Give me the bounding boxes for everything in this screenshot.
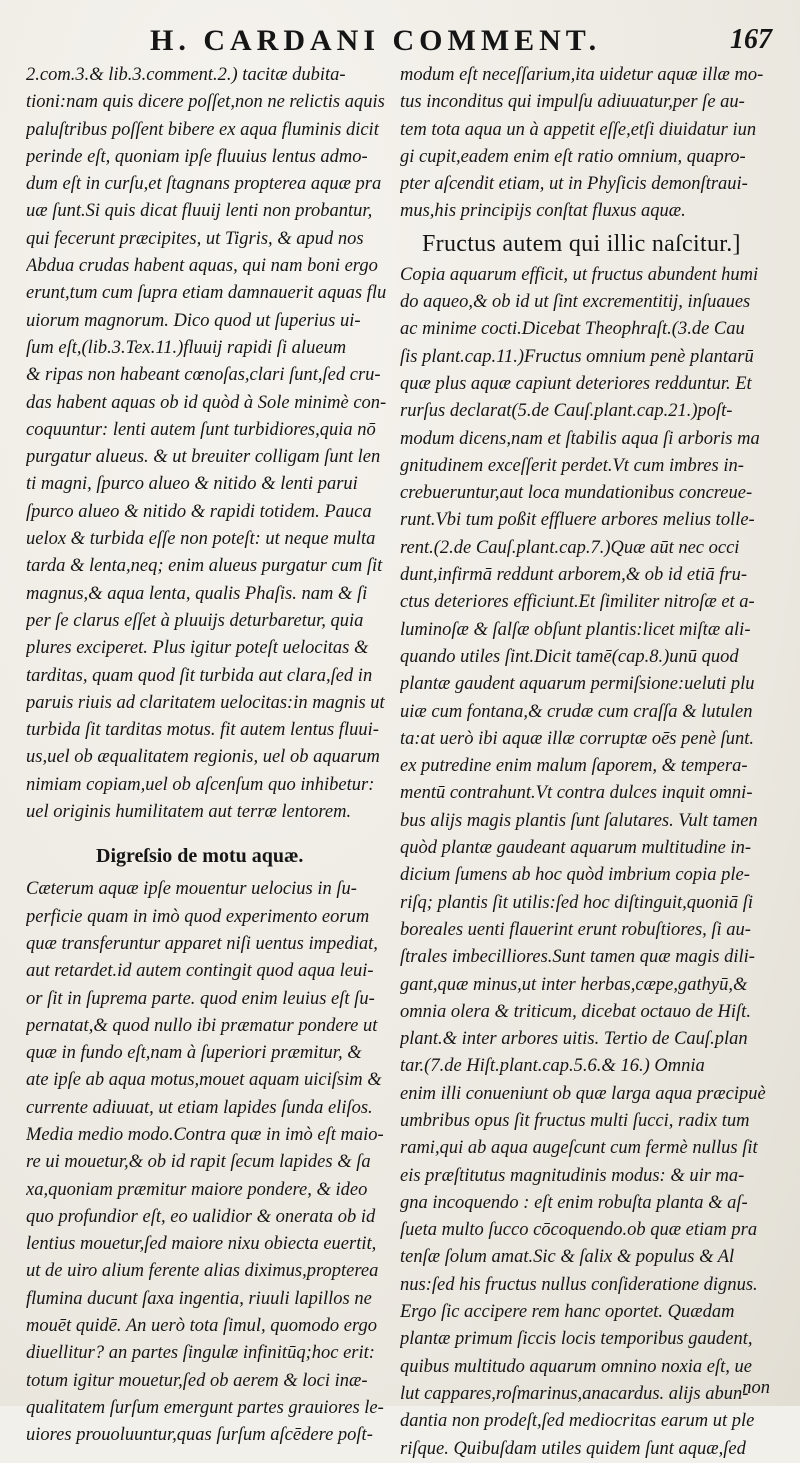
text-line: gi cupit,eadem enim eſt ratio omnium, quapro- xyxy=(400,146,746,167)
text-line: runt.Vbi tum poßit effluere arbores melius tolle- xyxy=(400,510,755,531)
text-line: rami,qui ab aqua augeſcunt cum fermè nullus ſit xyxy=(400,1138,758,1159)
text-line: bus alijs magis plantis ſunt ſalutares. Vult tamen xyxy=(400,810,758,831)
text-line: nimiam copiam,uel ob aſcenſum quo inhibetur: xyxy=(26,774,375,795)
text-line: purgatur alueus. & ut breuiter colligam ſunt len xyxy=(26,447,381,468)
text-line: or ſit in ſuprema parte. quod enim leuius eſt ſu- xyxy=(26,988,375,1009)
text-line: qualitatem ſurſum emergunt partes grauiores le- xyxy=(26,1397,384,1418)
text-line: tarditas, quam quod ſit turbida aut clara,ſed in xyxy=(26,665,373,686)
text-line: tioni:nam quis dicere poſſet,non ne relictis aquis xyxy=(26,92,385,113)
text-line: tem tota aqua un à appetit eſſe,etſi diuidatur iun xyxy=(400,119,757,140)
page-header xyxy=(0,18,800,58)
text-line: tarda & lenta,neq; enim alueus purgatur cum ſit xyxy=(26,556,383,577)
text-line: crebueruntur,aut loca mundationibus concreue- xyxy=(400,483,753,504)
text-line: dunt,infirmā reddunt arborem,& ob id etiā fru- xyxy=(400,565,748,586)
text-line: ſueta multo ſucco cōcoquendo.ob quæ etiam pra xyxy=(400,1220,758,1241)
text-line: plures exciperet. Plus igitur poteſt uelocitas & xyxy=(26,638,369,659)
text-line: das habent aquas ob id quòd à Sole minimè con- xyxy=(26,392,387,413)
text-line: ctus deteriores efficiunt.Et ſimiliter nitroſæ et a- xyxy=(400,592,755,613)
text-line: modum eſt neceſſarium,ita uidetur aquæ illæ mo- xyxy=(400,65,764,85)
text-line: ſpurco alueo & nitido & rapidi totidem. Pauca xyxy=(26,501,372,522)
text-line: uiores prouoluuntur,quas ſurſum aſcēdere poſt- xyxy=(26,1425,373,1446)
text-line: ta:at uerò ibi aquæ illæ corruptæ oēs penè ſunt. xyxy=(400,728,755,749)
text-line: quo profundior eſt, eo ualidior & onerata ob id xyxy=(26,1206,376,1227)
text-line: per ſe clarus eſſet à pluuijs deturbaretur, quia xyxy=(26,610,364,631)
text-line: tus inconditus qui impulſu adiuuatur,per ſe au- xyxy=(400,92,745,113)
catchword: non xyxy=(742,1378,770,1398)
text-line: pter aſcendit etiam, ut in Phyſicis demonſtraui- xyxy=(400,174,748,195)
text-line: eis præſtitutus magnitudinis modus: & uir ma- xyxy=(400,1165,745,1186)
left-column xyxy=(26,62,392,1450)
text-line: riſq; plantis ſit utilis:ſed hoc diſtinguit,quoniā ſi xyxy=(400,892,754,913)
text-line: Abdua crudas habent aquas, qui nam boni ergo xyxy=(26,256,378,277)
text-line: Cæterum aquæ ipſe mouentur uelocius in ſu- xyxy=(26,879,357,900)
text-line: quòd plantæ gaudeant aquarum multitudine in- xyxy=(400,838,751,859)
text-line: uæ ſunt.Si quis dicat fluuij lenti non probantur, xyxy=(26,201,373,222)
text-line: quæ in fundo eſt,nam à ſuperiori præmitur, & xyxy=(26,1043,362,1064)
text-line: ſum eſt,(lib.3.Tex.11.)fluuij rapidi ſi alueum xyxy=(26,337,347,358)
text-line: coquuntur: lenti autem ſunt turbidiores,quia nō xyxy=(26,419,376,440)
text-line: dum eſt in curſu,et ſtagnans propterea aquæ pra xyxy=(26,174,382,195)
text-line: mouēt quidē. An uerò tota ſimul, quomodo ergo xyxy=(26,1316,377,1337)
text-line: flumina ducunt ſaxa ingentia, riuuli lapillos ne xyxy=(26,1288,372,1309)
text-line: dicium ſumens ab hoc quòd imbrium copia ple- xyxy=(400,865,750,886)
text-line: modum dicens,nam et ſtabilis aqua ſi arboris ma xyxy=(400,428,760,449)
text-line: do aqueo,& ob id ut ſint excrementitij, inſuaues xyxy=(400,292,751,313)
text-line: quibus multitudo aquarum omnino noxia eſt, ue xyxy=(400,1356,752,1377)
text-line: uelox & turbida eſſe non poteſt: ut neque multa xyxy=(26,529,376,550)
text-line: quæ plus aquæ capiunt deteriores redduntur. Et xyxy=(400,373,752,394)
text-line: us,uel ob æqualitatem regionis, uel ob aquarum xyxy=(26,747,380,768)
text-line: ti magni, ſpurco alueo & nitido & lenti parui xyxy=(26,474,358,495)
text-line: gnitudinem exceſſerit perdet.Vt cum imbres in- xyxy=(400,455,744,476)
text-line: ate ipſe ab aqua motus,mouet aquam uiciſsim & xyxy=(26,1070,382,1091)
text-line: quando utiles ſint.Dicit tamē(cap.8.)unū quod xyxy=(400,646,739,667)
text-line: erunt,tum cum ſupra etiam damnauerit aquas flu xyxy=(26,283,387,304)
text-line: Ergo ſic accipere rem hanc oportet. Quædam xyxy=(400,1302,735,1323)
text-line: lentius mouetur,ſed maiore nixu obiecta euertit, xyxy=(26,1234,377,1255)
text-line: riſque. Quibuſdam utiles quidem ſunt aquæ,ſed xyxy=(400,1438,746,1459)
text-line: ex putredine enim malum ſaporem, & tempera- xyxy=(400,756,748,777)
text-line: rurſus declarat(5.de Cauſ.plant.cap.21.)poſt- xyxy=(400,401,733,422)
section-heading-digressio: Digreſsio de motu aquæ. xyxy=(96,845,304,868)
text-line: paruis riuis ad claritatem uelocitas:in magnis ut xyxy=(26,692,385,713)
text-line: Media medio modo.Contra quæ in imò eſt maio- xyxy=(26,1124,384,1145)
text-line: omnia olera & triticum, dicebat octauo de Hiſt. xyxy=(400,1001,751,1022)
text-line: lut cappares,roſmarinus,anacardus. alijs abun- xyxy=(400,1383,749,1404)
text-line: enim illi conueniunt ob quæ larga aqua præcipuè xyxy=(400,1083,766,1104)
text-line: qui fecerunt præcipites, ut Tigris, & apud nos xyxy=(26,228,364,249)
text-line: tenſæ ſolum amat.Sic & ſalix & populus & Al xyxy=(400,1247,735,1268)
text-line: ſtrales imbecilliores.Sunt tamen quæ magis dili- xyxy=(400,947,755,968)
text-line: uiorum magnorum. Dico quod ut ſuperius ui- xyxy=(26,310,361,331)
text-line: rent.(2.de Cauſ.plant.cap.7.)Quæ aūt nec occi xyxy=(400,537,740,558)
text-line: plantæ primum ſiccis locis temporibus gaudent, xyxy=(400,1329,753,1350)
text-line: re ui mouetur,& ob id rapit ſecum lapides & ſa xyxy=(26,1152,371,1173)
text-line: ut de uiro alium ferente alias diximus,propterea xyxy=(26,1261,379,1282)
text-line: pernatat,& quod nullo ibi præmatur pondere ut xyxy=(26,1015,378,1036)
text-line: diuellitur? an partes ſingulæ infinitūq;hoc erit: xyxy=(26,1343,375,1364)
text-line: umbribus opus ſit fructus multi ſucci, radix tum xyxy=(400,1110,750,1131)
text-line: ac minime cocti.Dicebat Theophraſt.(3.de Cau xyxy=(400,319,745,340)
text-line: plant.& inter arbores uitis. Tertio de Cauſ.plan xyxy=(400,1029,748,1050)
running-title: H. CARDANI COMMENT. xyxy=(150,24,602,57)
text-line: boreales uenti flauerint erunt robuſtiores, ſi au- xyxy=(400,919,751,940)
page-number: 167 xyxy=(730,24,772,55)
section-heading-fructus: Fructus autem qui illic naſcitur.] xyxy=(422,230,741,257)
text-line: paluſtribus poſſent bibere ex aqua fluminis dicit xyxy=(26,119,379,140)
text-line: turbida ſit tarditas motus. fit autem lentus fluui- xyxy=(26,720,379,741)
text-line: dantia non prodeſt,ſed mediocritas earum ut ple xyxy=(400,1411,755,1432)
text-line: uel originis humilitatem aut terræ lentorem. xyxy=(26,802,352,823)
text-line: uiæ cum fontana,& crudæ cum craſſa & lutulen xyxy=(400,701,753,722)
text-line: luminoſæ & ſalſæ obſunt plantis:licet miſtæ ali- xyxy=(400,619,751,640)
text-line: quæ transferuntur apparet niſi uentus impediat, xyxy=(26,933,378,954)
text-line: currente adiuuat, ut etiam lapides ſunda eliſos. xyxy=(26,1097,373,1118)
text-line: 2.com.3.& lib.3.comment.2.) tacitæ dubita- xyxy=(26,65,346,85)
text-line: xa,quoniam præmitur maiore pondere, & ideo xyxy=(26,1179,368,1200)
text-line: nus:ſed his fructus nullus conſideratione dignus. xyxy=(400,1274,758,1295)
text-line: magnus,& aqua lenta, qualis Phaſis. nam & ſi xyxy=(26,583,368,604)
text-line: aut retardet.id autem contingit quod aqua leui- xyxy=(26,961,374,982)
text-line: perinde eſt, quoniam ipſe fluuius lentus admo- xyxy=(26,146,368,167)
text-line: plantæ gaudent aquarum permiſsione:ueluti plu xyxy=(400,674,755,695)
right-column xyxy=(400,62,788,1463)
text-line: gna incoquendo : eſt enim robuſta planta & aſ- xyxy=(400,1192,748,1213)
text-line: mentū contrahunt.Vt contra dulces inquit omni- xyxy=(400,783,753,804)
text-line: tar.(7.de Hiſt.plant.cap.5.6.& 16.) Omnia xyxy=(400,1056,705,1077)
text-line: totum igitur mouetur,ſed ob aerem & loci inæ- xyxy=(26,1370,368,1391)
text-line: & ripas non habeant cœnoſas,clari ſunt,ſed cru- xyxy=(26,365,381,386)
text-line: mus,his principijs conſtat fluxus aquæ. xyxy=(400,201,686,222)
text-line: gant,quæ minus,ut inter herbas,cæpe,gathyū,& xyxy=(400,974,748,995)
text-line: Copia aquarum efficit, ut fructus abundent humi xyxy=(400,264,759,285)
text-line: ſis plant.cap.11.)Fructus omnium penè plantarū xyxy=(400,346,754,367)
text-line: perficie quam in imò quod experimento eorum xyxy=(26,906,370,927)
